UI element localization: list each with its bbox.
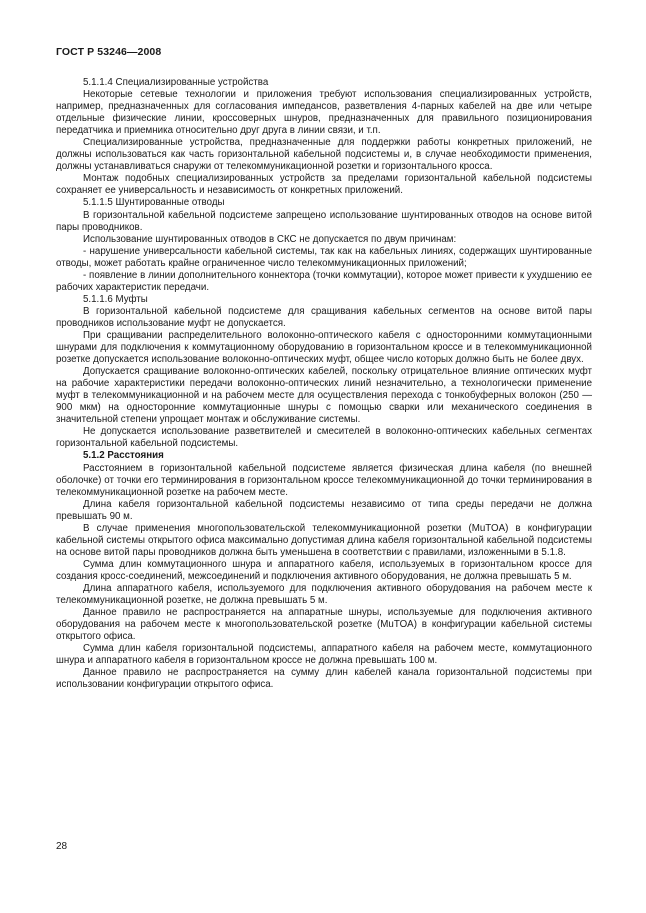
paragraph: Длина аппаратного кабеля, используемого для подключения активного оборудования на рабочем месте к телекоммуникационной розетке, не должна превышать 5 м. — [56, 582, 592, 607]
paragraph: Некоторые сетевые технологии и приложения требуют использования специализированных устройств, например, предназначенных для согласования импедансов, разветвления 4-парных кабелей на две или четыре отдельные физические линии, кроссоверных шнуров, предназначенных для правильного позиционирования передатчика и приемника относительно друг друга в линии связи, и т.п. — [56, 89, 592, 137]
section-heading-5-1-1-6: 5.1.1.6 Муфты — [83, 293, 148, 305]
paragraph: Данное правило не распространяется на сумму длин кабелей канала горизонтальной подсистемы при использовании конфигурации открытого офиса. — [56, 667, 592, 691]
paragraph: В случае применения многопользовательской телекоммуникационной розетки (MuTOA) в конфигурации кабельной системы открытого офиса максимально допустимая длина кабеля горизонтальной кабельной подсистемы на основе витой пары проводников должна быть уменьшена в соответствии с правилами, изложенными в 5.1.8. — [56, 522, 592, 558]
paragraph: Сумма длин коммутационного шнура и аппаратного кабеля, используемых в горизонтальном кроссе для создания кросс-соединений, межсоединений и подключения активного оборудования, не должна превышать 5 м. — [56, 558, 592, 582]
paragraph: Допускается сращивание волоконно-оптических кабелей, поскольку отрицательное влияние оптических муфт на рабочие характеристики передачи волоконно-оптических линий незначительно, а технологически применение муфт в телекоммуникационной и на рабочем месте для осуществления перехода с тонкобуферных волокон (250 — 900 мкм) на односторонние коммутационные шнуры с помощью сварки или механического соединения в значительной степени упрощает монтаж и обслуживание системы. — [56, 366, 592, 426]
list-item: - нарушение универсальности кабельной системы, так как на кабельных линиях, содержащих шунтированные отводы, может работать крайне ограниченное число телекоммуникационных приложений; — [56, 245, 592, 269]
paragraph: В горизонтальной кабельной подсистеме запрещено использование шунтированных отводов на основе витой пары проводников. — [56, 209, 592, 233]
paragraph: Использование шунтированных отводов в СКС не допускается по двум причинам: — [83, 233, 457, 245]
page-number: 28 — [56, 841, 68, 852]
paragraph: Данное правило не распространяется на аппаратные шнуры, используемые для подключения активного оборудования на рабочем месте к многопользовательской розетке (MuTOA) в конфигурации кабельной системы открытого офиса. — [56, 607, 592, 643]
paragraph: Расстоянием в горизонтальной кабельной подсистеме является физическая длина кабеля (по внешней оболочке) от точки его терминирования в горизонтальном кроссе телекоммуникационной до точки терминирования в телекоммуникационной розетке на рабочем месте. — [56, 462, 592, 498]
document-body — [56, 77, 592, 691]
paragraph: Длина кабеля горизонтальной кабельной подсистемы независимо от типа среды передачи не должна превышать 90 м. — [56, 498, 592, 522]
list-item: - появление в линии дополнительного коннектора (точки коммутации), которое может привести к ухудшению ее рабочих характеристик передачи. — [56, 269, 592, 293]
section-heading-5-1-1-4: 5.1.1.4 Специализированные устройства — [83, 77, 269, 88]
paragraph: Не допускается использование разветвителей и смесителей в волоконно-оптических кабельных сегментах горизонтальной кабельной подсистемы. — [56, 426, 592, 450]
document-header: ГОСТ Р 53246—2008 — [56, 46, 162, 58]
paragraph: При сращивании распределительного волоконно-оптического кабеля с односторонними коммутационными шнурами для подключения к коммутационному оборудованию в горизонтальном кроссе и в телекоммуникационной розетке допускается использование волоконно-оптических муфт, общее число которых должно быть не более двух. — [56, 329, 592, 366]
paragraph: Сумма длин кабеля горизонтальной подсистемы, аппаратного кабеля на рабочем месте, коммутационного шнура и аппаратного кабеля в горизонтальном кроссе не должна превышать 100 м. — [56, 643, 592, 667]
paragraph: Монтаж подобных специализированных устройств за пределами горизонтальной кабельной подсистемы сохраняет ее универсальность и независимость от конкретных приложений. — [56, 173, 592, 197]
paragraph: Специализированные устройства, предназначенные для поддержки работы конкретных приложений, не должны использоваться как часть горизонтальной кабельной подсистемы и, в случае необходимости применения, должны устанавливаться снаружи от телекоммуникационной розетки и горизонтального кросса. — [56, 137, 592, 173]
section-heading-5-1-2: 5.1.2 Расстояния — [83, 450, 164, 462]
section-heading-5-1-1-5: 5.1.1.5 Шунтированные отводы — [83, 197, 225, 209]
paragraph: В горизонтальной кабельной подсистеме для сращивания кабельных сегментов на основе витой пары проводников использование муфт не допускается. — [56, 305, 592, 329]
